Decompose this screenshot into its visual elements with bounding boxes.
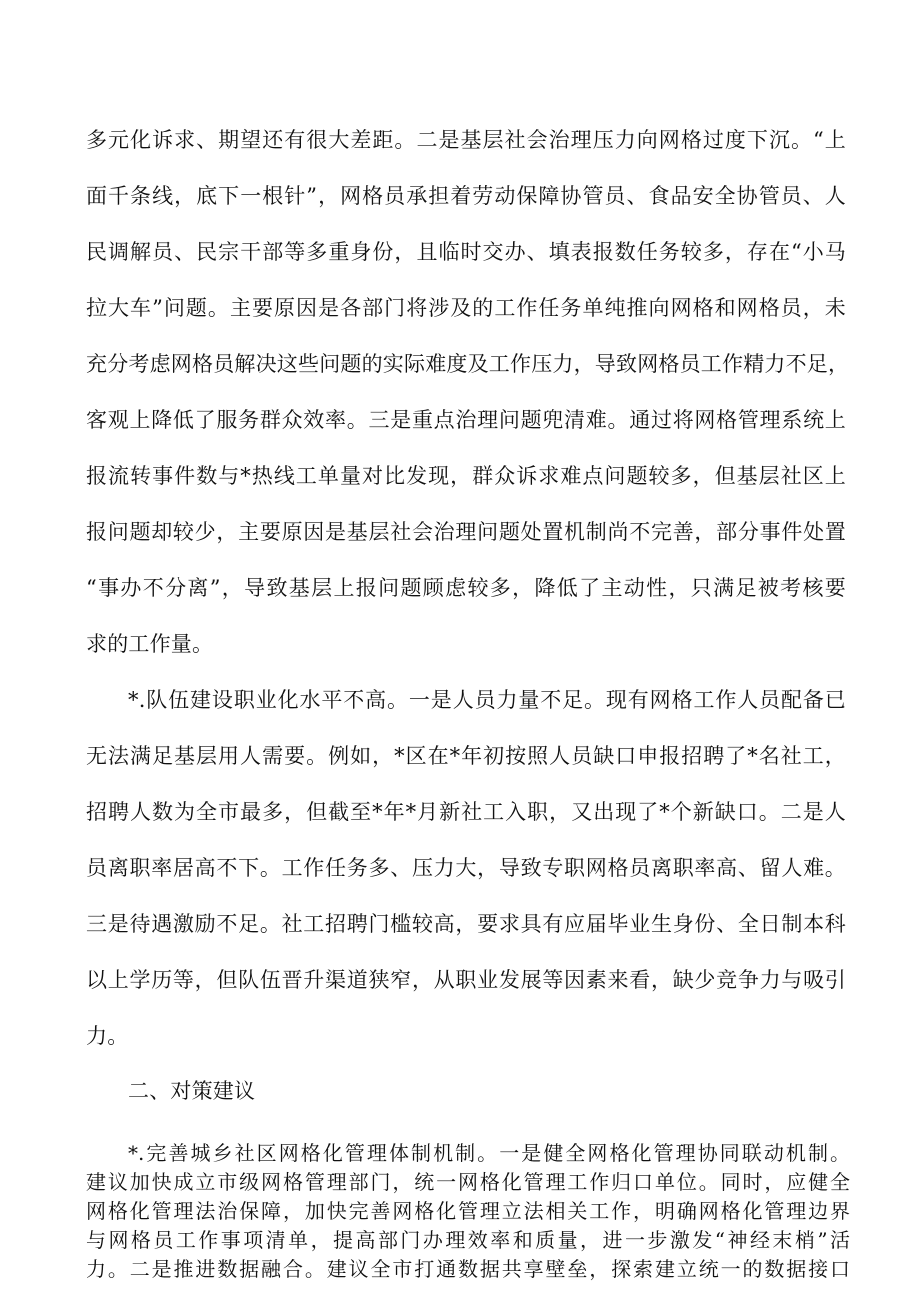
paragraph-2-line-2: 无法满足基层用人需要。例如，*区在*年初按照人员缺口申报招聘了*名社工，	[86, 744, 846, 768]
paragraph-2-line-5: 三是待遇激励不足。社工招聘门槛较高，要求具有应届毕业生身份、全日制本科	[86, 912, 846, 936]
paragraph-3-line-4: 与网格员工作事项清单，提高部门办理效率和质量，进一步激发“神经末梢”活	[86, 1228, 850, 1252]
paragraph-1-line-5: 充分考虑网格员解决这些问题的实际难度及工作压力，导致网格员工作精力不足，	[86, 352, 850, 376]
paragraph-2-line-4: 员离职率居高不下。工作任务多、压力大，导致专职网格员离职率高、留人难。	[86, 856, 846, 880]
paragraph-1-line-8: 报问题却较少，主要原因是基层社会治理问题处置机制尚不完善，部分事件处置	[86, 520, 846, 544]
paragraph-2-line-1: *.队伍建设职业化水平不高。一是人员力量不足。现有网格工作人员配备已	[128, 688, 846, 712]
paragraph-2-line-7: 力。	[86, 1024, 129, 1048]
paragraph-1-line-3: 民调解员、民宗干部等多重身份，且临时交办、填表报数任务较多，存在“小马	[86, 240, 846, 264]
paragraph-1-line-4: 拉大车”问题。主要原因是各部门将涉及的工作任务单纯推向网格和网格员，未	[86, 296, 846, 320]
paragraph-3-line-2: 建议加快成立市级网格管理部门，统一网格化管理工作归口单位。同时，应健全	[86, 1170, 850, 1194]
paragraph-1-line-10: 求的工作量。	[86, 632, 214, 656]
paragraph-1-line-1: 多元化诉求、期望还有很大差距。二是基层社会治理压力向网格过度下沉。“上	[86, 128, 846, 152]
paragraph-2-line-3: 招聘人数为全市最多，但截至*年*月新社工入职，又出现了*个新缺口。二是人	[86, 800, 846, 824]
paragraph-3-line-3: 网格化管理法治保障，加快完善网格化管理立法相关工作，明确网格化管理边界	[86, 1199, 850, 1223]
paragraph-1-line-2: 面千条线，底下一根针”，网格员承担着劳动保障协管员、食品安全协管员、人	[86, 184, 846, 208]
paragraph-3-line-5: 力。二是推进数据融合。建议全市打通数据共享壁垒，探索建立统一的数据接口	[86, 1257, 850, 1281]
paragraph-1-line-6: 客观上降低了服务群众效率。三是重点治理问题兜清难。通过将网格管理系统上	[86, 408, 846, 432]
paragraph-1-line-7: 报流转事件数与*热线工单量对比发现，群众诉求难点问题较多，但基层社区上	[86, 464, 846, 488]
paragraph-2-line-6: 以上学历等，但队伍晋升渠道狭窄，从职业发展等因素来看，缺少竞争力与吸引	[86, 968, 846, 992]
paragraph-3-line-1: *.完善城乡社区网格化管理体制机制。一是健全网格化管理协同联动机制。	[128, 1141, 850, 1165]
paragraph-1-line-9: “事办不分离”，导致基层上报问题顾虑较多，降低了主动性，只满足被考核要	[86, 576, 846, 600]
section-heading: 二、对策建议	[128, 1079, 256, 1103]
